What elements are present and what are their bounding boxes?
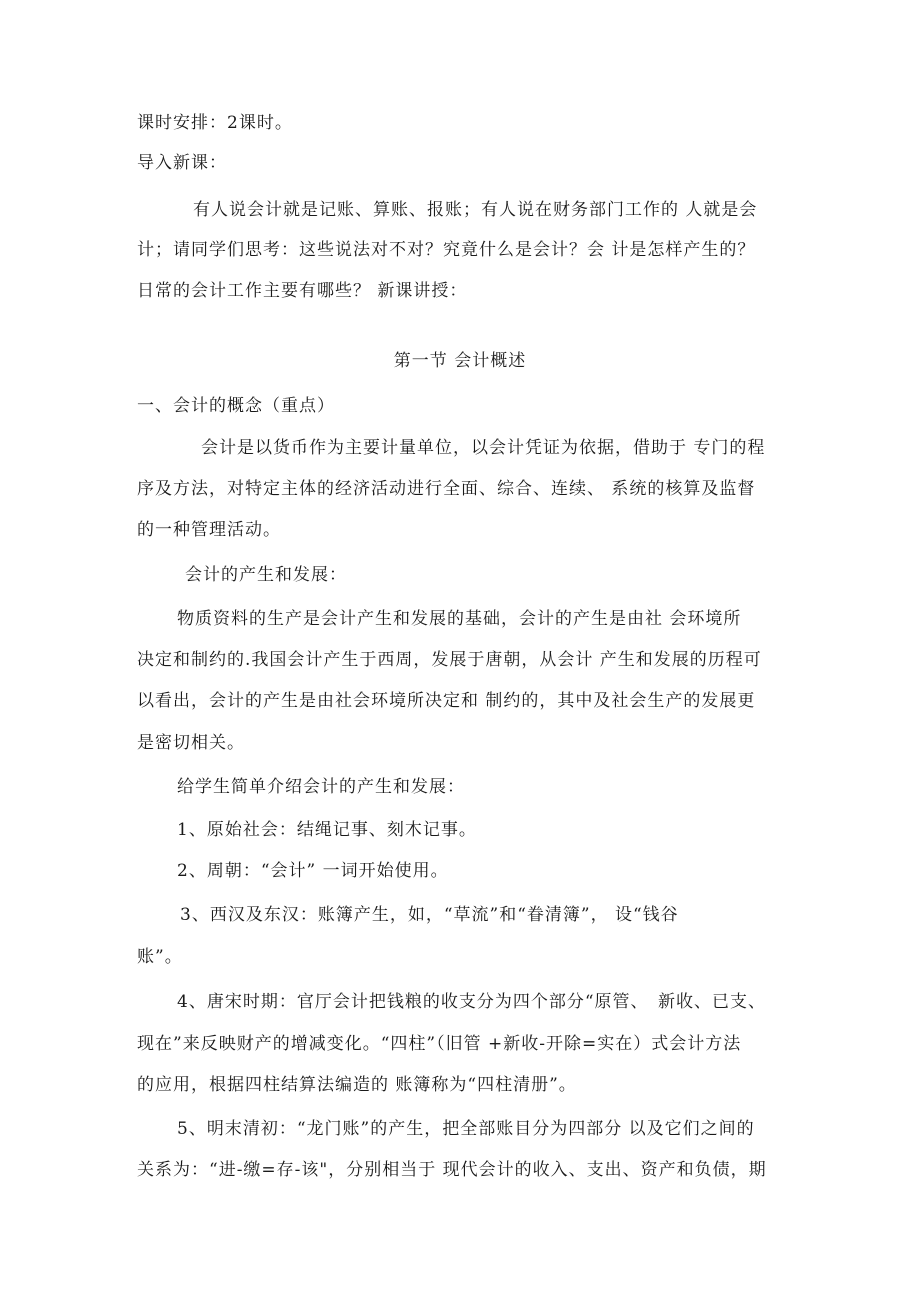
brief-intro-line: 给学生简单介绍会计的产生和发展： [177,777,465,797]
origin-line-2: 决定和制约的.我国会计产生于西周，发展于唐朝，从会计 产生和发展的历程可 [137,650,762,670]
origin-line-3: 以看出，会计的产生是由社会环境所决定和 制约的，其中及社会生产的发展更 [137,691,756,711]
history-item-4-line-3: 的应用，根据四柱结算法编造的 账簿称为“四柱清册”。 [137,1075,577,1095]
history-item-5-line-1: 5、明末清初：“龙门账”的产生，把全部账目分为四部分 以及它们之间的 [177,1119,755,1139]
intro-heading: 导入新课： [137,153,227,173]
origin-line-1: 物质资料的生产是会计产生和发展的基础，会计的产生是由社 会环境所 [177,609,742,629]
history-item-2: 2、周朝：“会计” 一词开始使用。 [177,861,449,881]
concept-heading: 一、会计的概念（重点） [137,396,335,416]
origin-heading: 会计的产生和发展： [185,565,347,585]
intro-paragraph-line-2: 计；请同学们思考：这些说法对不对？究竟什么是会计？会 计是怎样产生的？ [137,240,756,260]
concept-line-1: 会计是以货币作为主要计量单位，以会计凭证为依据，借助于 专门的程 [201,438,766,458]
history-item-3-line-1: 3、西汉及东汉：账簿产生，如，“草流”和“眷清簿”， 设“钱谷 [180,905,679,925]
origin-line-4: 是密切相关。 [137,733,245,753]
history-item-4-line-1: 4、唐宋时期：官厅会计把钱粮的收支分为四个部分“原管、 新收、已支、 [177,992,767,1012]
history-item-3-line-2: 账”。 [137,947,183,967]
concept-line-3: 的一种管理活动。 [137,520,281,540]
concept-line-2: 序及方法，对特定主体的经济活动进行全面、综合、连续、 系统的核算及监督 [137,479,756,499]
schedule-line: 课时安排：2课时。 [137,113,293,133]
history-item-1: 1、原始社会：结绳记事、刻木记事。 [177,820,477,840]
intro-paragraph-line-3: 日常的会计工作主要有哪些？ 新课讲授： [137,281,468,301]
section-title: 第一节 会计概述 [393,351,527,371]
history-item-5-line-2: 关系为：“进-缴=存-该"，分别相当于 现代会计的收入、支出、资产和负债，期 [137,1160,767,1180]
intro-paragraph-line-1: 有人说会计就是记账、算账、报账；有人说在财务部门工作的 人就是会 [193,200,758,220]
history-item-4-line-2: 现在”来反映财产的增减变化。“四柱”（旧管 +新收-开除=实在）式会计方法 [137,1034,742,1054]
